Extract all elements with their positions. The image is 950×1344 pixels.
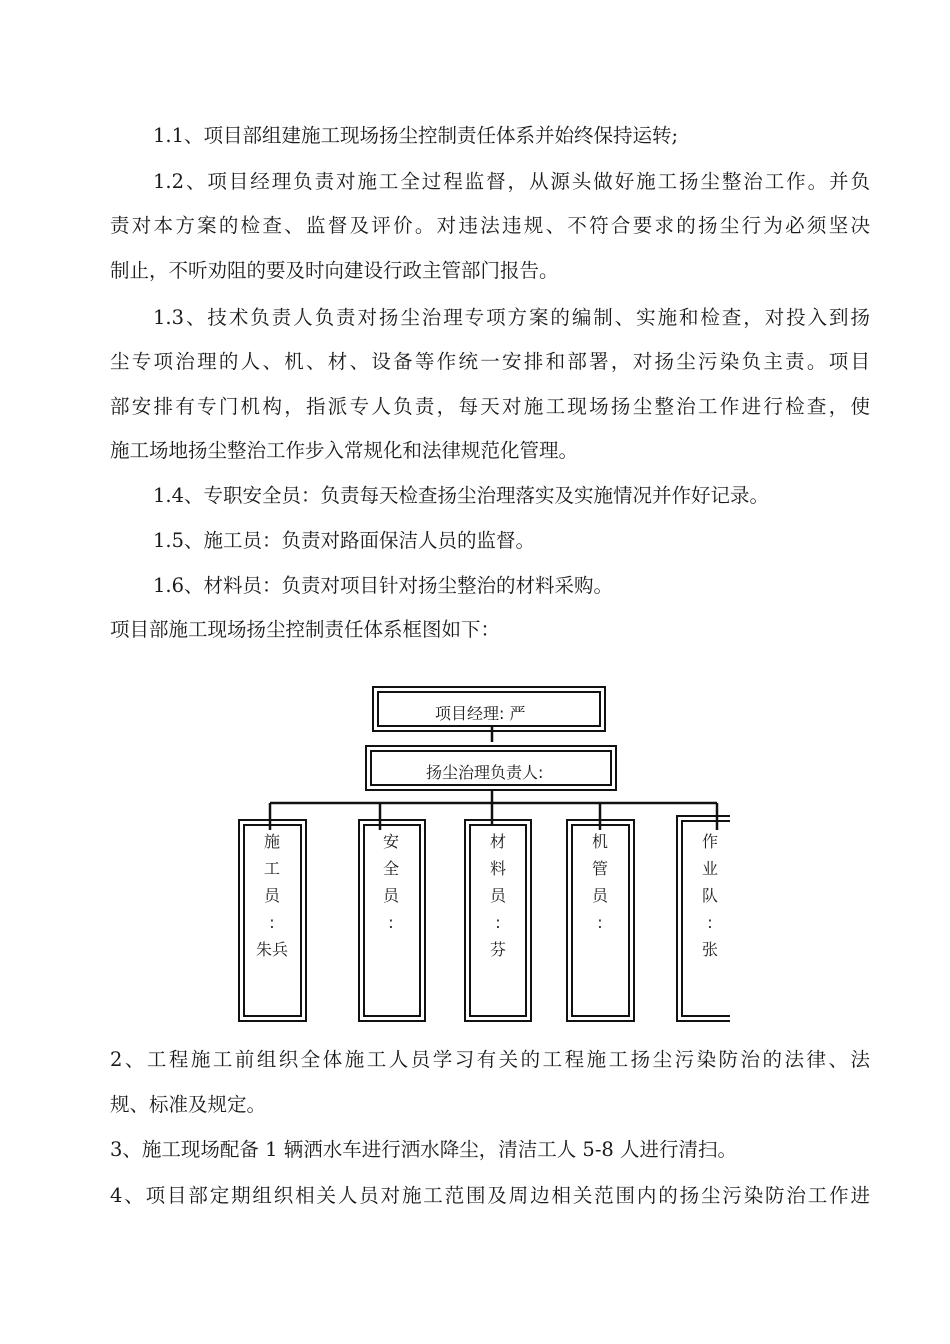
box-char: 料	[489, 859, 506, 878]
paragraph-1-3-line-4: 施工场地扬尘整治工作步入常规化和法律规范化管理。	[110, 439, 579, 462]
paragraph-1-6: 1.6、材料员：负责对项目针对扬尘整治的材料采购。	[153, 574, 614, 597]
paragraph-1-1: 1.1、项目部组建施工现场扬尘控制责任体系并始终保持运转;	[153, 124, 679, 147]
box-char: :	[495, 913, 501, 932]
box-char: :	[388, 913, 394, 932]
paragraph-4: 4、项目部定期组织相关人员对施工范围及周边相关范围内的扬尘污染防治工作进	[110, 1184, 870, 1207]
box-char: 工	[263, 859, 280, 878]
dust-control-lead-label: 扬尘治理负责人:	[426, 763, 544, 782]
box-char: 队	[701, 886, 718, 905]
box-char: 材	[489, 832, 506, 851]
project-manager-label: 项目经理: 严	[435, 704, 526, 723]
box-char: 员	[489, 886, 506, 905]
paragraph-1-3-line-2: 尘专项治理的人、机、材、设备等作统一安排和部署，对扬尘污染负主责。项目	[110, 350, 870, 373]
materials-officer-box	[468, 828, 528, 963]
box-char: 作	[701, 832, 718, 851]
box-char: 施	[263, 832, 280, 851]
box-char: :	[707, 913, 713, 932]
paragraph-1-2-line-2: 责对本方案的检查、监督及评价。对违法违规、不符合要求的扬尘行为必须坚决	[110, 214, 870, 237]
paragraph-2-line-1: 2、工程施工前组织全体施工人员学习有关的工程施工扬尘污染防治的法律、法	[110, 1048, 870, 1071]
paragraph-1-4: 1.4、专职安全员：负责每天检查扬尘治理落实及实施情况并作好记录。	[153, 484, 770, 507]
paragraph-1-2-line-3: 制止，不听劝阻的要及时向建设行政主管部门报告。	[110, 259, 559, 282]
paragraph-2-line-2: 规、标准及规定。	[110, 1093, 267, 1116]
paragraph-1-3-line-1: 1.3、技术负责人负责对扬尘治理专项方案的编制、实施和检查，对投入到扬	[153, 306, 870, 329]
box-char: 员	[591, 886, 608, 905]
paragraph-1-5: 1.5、施工员：负责对路面保洁人员的监督。	[153, 529, 536, 552]
box-char: :	[269, 913, 275, 932]
box-char: 员	[382, 886, 399, 905]
box-char: 张	[701, 940, 718, 959]
chart-intro: 项目部施工现场扬尘控制责任体系框图如下：	[110, 618, 501, 641]
paragraph-3: 3、施工现场配备 1 辆洒水车进行洒水降尘，清洁工人 5-8 人进行清扫。	[110, 1138, 738, 1161]
org-chart	[230, 680, 730, 1030]
box-char: 机	[591, 832, 608, 851]
safety-officer-box	[361, 828, 421, 936]
machinery-officer-box	[570, 828, 630, 936]
box-char: 管	[591, 859, 608, 878]
box-char: 全	[382, 859, 399, 878]
box-char: 员	[263, 886, 280, 905]
box-char: 业	[701, 859, 718, 878]
paragraph-1-3-line-3: 部安排有专门机构，指派专人负责，每天对施工现场扬尘整治工作进行检查，使	[110, 395, 870, 418]
construction-worker-box	[242, 828, 302, 963]
box-char: :	[597, 913, 603, 932]
work-team-box	[680, 828, 740, 963]
box-char: 安	[382, 832, 399, 851]
box-char: 朱兵	[255, 940, 288, 959]
box-char: 芬	[489, 940, 506, 959]
paragraph-1-2-line-1: 1.2、项目经理负责对施工全过程监督，从源头做好施工扬尘整治工作。并负	[153, 170, 870, 193]
